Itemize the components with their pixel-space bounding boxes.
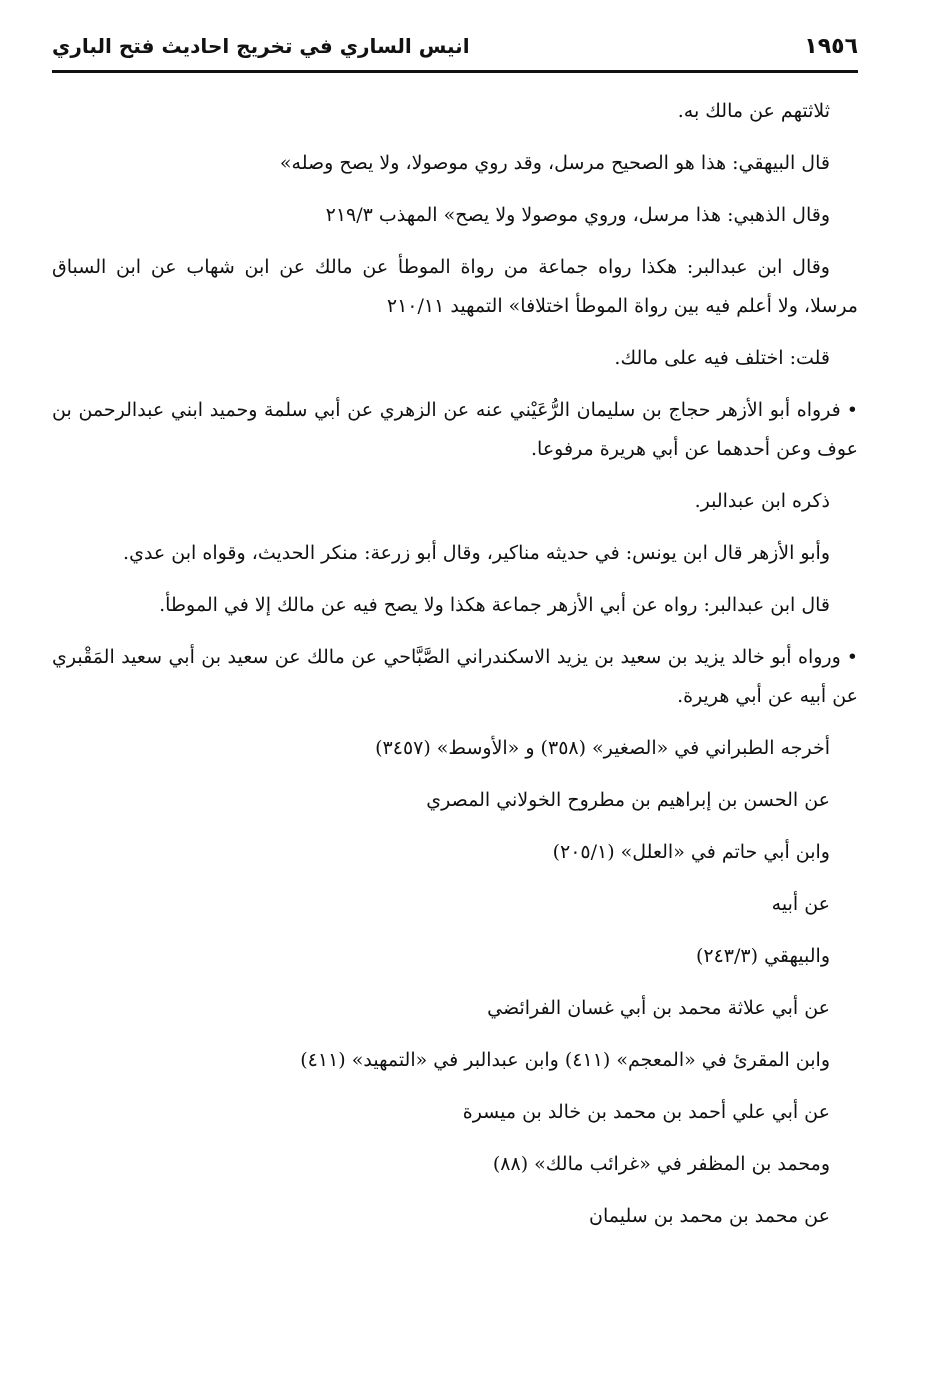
source-line: وابن أبي حاتم في «العلل» (٢٠٥/١) — [552, 841, 830, 863]
bullet-icon: • — [846, 399, 858, 421]
source-line: أخرجه الطبراني في «الصغير» (٣٥٨) و «الأوسط» (٣٤٥٧) — [375, 737, 830, 759]
paragraph: قال ابن عبدالبر: رواه عن أبي الأزهر جماعة هكذا ولا يصح فيه عن مالك إلا في الموطأ. — [159, 594, 830, 616]
source-line: والبيهقي (٢٤٣/٣) — [695, 945, 830, 967]
paragraph: وأبو الأزهر قال ابن يونس: في حديثه مناكير، وقال أبو زرعة: منكر الحديث، وقواه ابن عدي. — [123, 542, 830, 564]
source-line: عن أبي علي أحمد بن محمد بن خالد بن ميسرة — [462, 1101, 830, 1123]
source-line: عن أبي علاثة محمد بن أبي غسان الفرائضي — [487, 997, 830, 1019]
paragraph: قلت: اختلف فيه على مالك. — [614, 347, 830, 369]
paragraph: قال البيهقي: هذا هو الصحيح مرسل، وقد روي موصولا، ولا يصح وصله» — [279, 152, 830, 174]
source-line: عن محمد بن محمد بن سليمان — [589, 1205, 830, 1227]
page-header — [52, 30, 858, 68]
header-rule — [52, 70, 858, 73]
source-line: عن الحسن بن إبراهيم بن مطروح الخولاني المصري — [426, 789, 830, 811]
paragraph: وقال ابن عبدالبر: هكذا رواه جماعة من رواة الموطأ عن مالك عن ابن شهاب عن ابن السباق مرسلا، ولا أعلم فيه بين رواة الموطأ اختلافا» التمهيد ٢١٠/١١ — [52, 256, 858, 317]
source-line: عن أبيه — [771, 893, 830, 915]
page-body — [52, 92, 858, 1249]
running-title: انيس الساري في تخريج احاديث فتح الباري — [52, 34, 470, 58]
source-line: ومحمد بن المظفر في «غرائب مالك» (٨٨) — [492, 1153, 830, 1175]
bullet-icon: • — [846, 646, 858, 668]
bullet-paragraph: •ورواه أبو خالد يزيد بن سعيد بن يزيد الاسكندراني الصَّبَّاحي عن مالك عن سعيد بن أبي سعيد المَقْبري عن أبيه عن أبي هريرة. — [52, 638, 858, 716]
paragraph: ذكره ابن عبدالبر. — [694, 490, 830, 512]
page-number: ١٩٥٦ — [804, 34, 858, 59]
paragraph: وقال الذهبي: هذا مرسل، وروي موصولا ولا يصح» المهذب ٢١٩/٣ — [325, 204, 830, 226]
paragraph: ثلاثتهم عن مالك به. — [677, 100, 830, 122]
bullet-paragraph: •فرواه أبو الأزهر حجاج بن سليمان الرُّعَيْني عنه عن الزهري عن أبي سلمة وحميد ابني عبدالرحمن بن عوف وعن أحدهما عن أبي هريرة مرفوعا. — [52, 391, 858, 469]
source-line: وابن المقرئ في «المعجم» (٤١١) وابن عبدالبر في «التمهيد» (٤١١) — [300, 1049, 830, 1071]
